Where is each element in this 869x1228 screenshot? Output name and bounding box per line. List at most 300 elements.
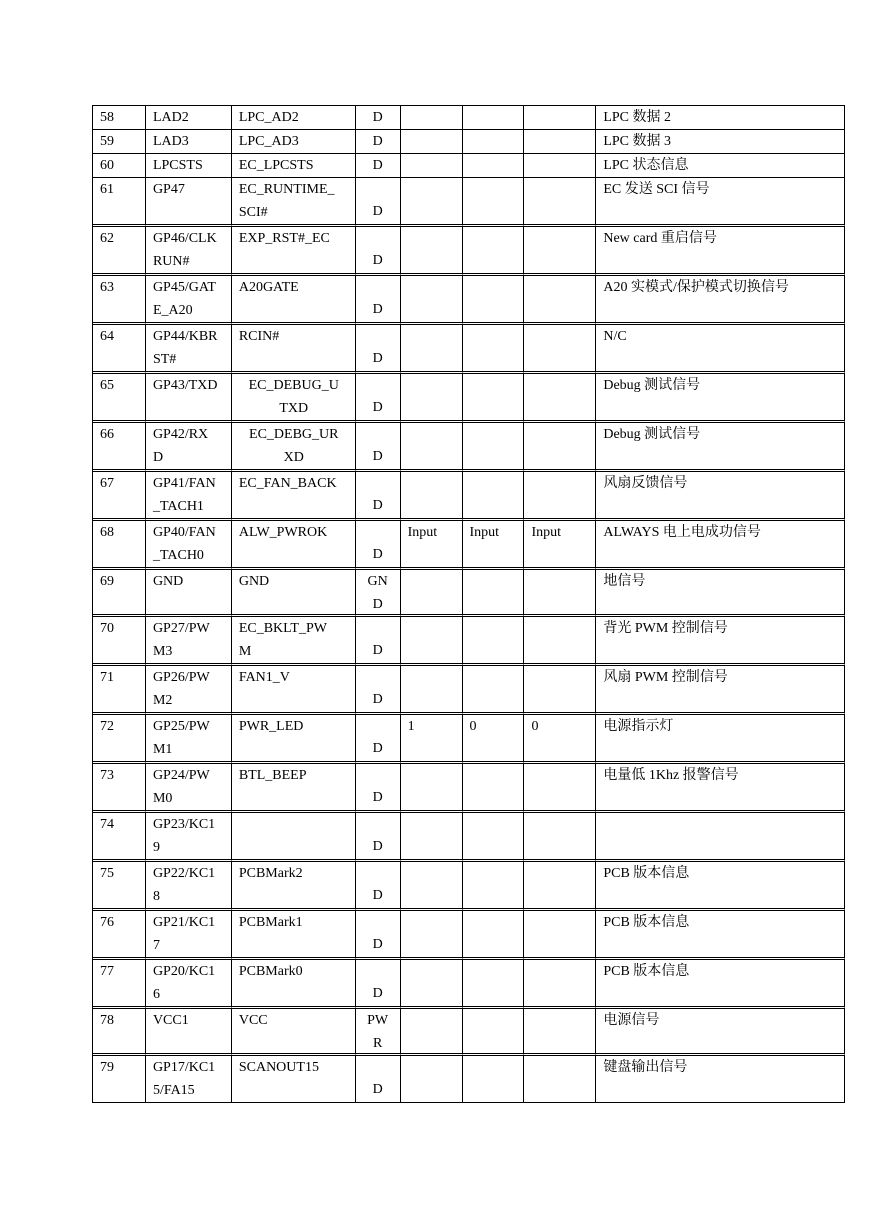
pin-name-cell: [146, 1056, 232, 1103]
pin-name-cell: [146, 276, 232, 325]
table-row: [93, 423, 845, 472]
state-1-cell: [401, 960, 463, 1009]
table-row: [93, 472, 845, 521]
signal-name-cell: [232, 960, 356, 1009]
table-row: [93, 862, 845, 911]
table-row: [93, 521, 845, 570]
table-row: [93, 617, 845, 666]
state-2-cell: [463, 666, 525, 715]
table-row: [93, 764, 845, 813]
description-cell: [596, 472, 845, 521]
state-1-cell: [401, 617, 463, 666]
state-1-cell: [401, 1009, 463, 1056]
description: A20 实模式/保护模式切换信号: [603, 280, 789, 295]
pin-name: GP27/PW M3: [152, 621, 210, 659]
signal-name-cell: [232, 715, 356, 764]
pin-number: 59: [100, 134, 114, 149]
signal-name: LPC_AD3: [238, 134, 299, 149]
description-cell: [596, 130, 845, 154]
description: PCB 版本信息: [603, 964, 690, 979]
pin-number-cell: [93, 666, 146, 715]
pin-number: 77: [100, 964, 114, 979]
state-1-cell: [401, 666, 463, 715]
state-2-cell: [463, 106, 525, 130]
description: PCB 版本信息: [603, 866, 690, 881]
pin-name-cell: [146, 813, 232, 862]
pin-name: LAD2: [152, 110, 189, 125]
pin-name: GP21/KC1 7: [152, 915, 216, 953]
signal-name-cell: [232, 423, 356, 472]
state-2-cell: [463, 472, 525, 521]
state-2-cell: [463, 276, 525, 325]
state-1-cell: [401, 276, 463, 325]
pin-type-cell: [356, 666, 401, 715]
signal-name-cell: [232, 570, 356, 617]
table-row: [93, 666, 845, 715]
pin-name-cell: [146, 154, 232, 178]
description-cell: [596, 325, 845, 374]
pin-table-body: [93, 106, 845, 1103]
state-2-cell: [463, 813, 525, 862]
pin-name-cell: [146, 862, 232, 911]
pin-name: GP17/KC1 5/FA15: [152, 1060, 216, 1098]
state-1-cell: [401, 130, 463, 154]
pin-type-cell: [356, 570, 401, 617]
description-cell: [596, 374, 845, 423]
signal-name-cell: [232, 764, 356, 813]
pin-type: D: [372, 1082, 383, 1097]
pin-number-cell: [93, 154, 146, 178]
pin-name-cell: [146, 715, 232, 764]
description: 电源信号: [603, 1013, 660, 1028]
state-2: 0: [469, 719, 477, 734]
state-3-cell: [524, 960, 596, 1009]
state-3: Input: [531, 525, 561, 540]
pin-type-cell: [356, 911, 401, 960]
pin-number-cell: [93, 764, 146, 813]
state-3-cell: [524, 1009, 596, 1056]
pin-name-cell: [146, 617, 232, 666]
state-2-cell: [463, 617, 525, 666]
state-1-cell: [401, 154, 463, 178]
table-row: [93, 130, 845, 154]
pin-number-cell: [93, 1056, 146, 1103]
description-cell: [596, 276, 845, 325]
description: PCB 版本信息: [603, 915, 690, 930]
pin-number: 65: [100, 378, 114, 393]
pin-type: D: [372, 110, 383, 125]
signal-name-cell: [232, 227, 356, 276]
pin-type-cell: [356, 130, 401, 154]
pin-type: D: [372, 351, 383, 366]
state-2-cell: [463, 911, 525, 960]
pin-number-cell: [93, 570, 146, 617]
pin-type-cell: [356, 374, 401, 423]
state-2-cell: [463, 862, 525, 911]
pin-type: GN D: [367, 574, 388, 612]
description: 电源指示灯: [603, 719, 674, 734]
state-2-cell: [463, 130, 525, 154]
state-1-cell: [401, 521, 463, 570]
signal-name: ALW_PWROK: [238, 525, 328, 540]
signal-name: BTL_BEEP: [238, 768, 307, 783]
pin-type: D: [372, 449, 383, 464]
pin-type-cell: [356, 715, 401, 764]
description-cell: [596, 227, 845, 276]
pin-number: 74: [100, 817, 114, 832]
table-row: [93, 813, 845, 862]
pin-name-cell: [146, 374, 232, 423]
signal-name-cell: [232, 1009, 356, 1056]
signal-name-cell: [232, 106, 356, 130]
pin-name: LPCSTS: [152, 158, 203, 173]
table-row: [93, 178, 845, 227]
pin-name: GP46/CLK RUN#: [152, 231, 217, 269]
pin-type: D: [372, 839, 383, 854]
state-1-cell: [401, 813, 463, 862]
description-cell: [596, 423, 845, 472]
signal-name: LPC_AD2: [238, 110, 299, 125]
pin-name: GP40/FAN _TACH0: [152, 525, 216, 563]
pin-name: GP41/FAN _TACH1: [152, 476, 216, 514]
pin-name: GP45/GAT E_A20: [152, 280, 216, 318]
signal-name: EC_BKLT_PW M: [238, 621, 327, 659]
state-3-cell: [524, 1056, 596, 1103]
pin-name: GP23/KC1 9: [152, 817, 216, 855]
pin-name: VCC1: [152, 1013, 189, 1028]
pin-number: 60: [100, 158, 114, 173]
description-cell: [596, 666, 845, 715]
pin-name: GP42/RX D: [152, 427, 209, 465]
pin-name: GP20/KC1 6: [152, 964, 216, 1002]
state-3-cell: [524, 666, 596, 715]
description: 地信号: [603, 574, 646, 589]
state-3: 0: [531, 719, 539, 734]
state-1-cell: [401, 374, 463, 423]
signal-name-cell: [232, 862, 356, 911]
pin-number-cell: [93, 106, 146, 130]
state-2-cell: [463, 374, 525, 423]
pin-name-cell: [146, 960, 232, 1009]
state-1-cell: [401, 1056, 463, 1103]
table-row: [93, 276, 845, 325]
table-row: [93, 960, 845, 1009]
description: LPC 状态信息: [603, 158, 689, 173]
state-1-cell: [401, 715, 463, 764]
description-cell: [596, 862, 845, 911]
pin-type: D: [372, 498, 383, 513]
signal-name: VCC: [238, 1013, 268, 1028]
table-row: [93, 1009, 845, 1056]
signal-name-cell: [232, 521, 356, 570]
description: Debug 测试信号: [603, 427, 701, 442]
pin-number-cell: [93, 227, 146, 276]
signal-name: EC_DEBG_UR XD: [249, 427, 339, 465]
signal-name-cell: [232, 325, 356, 374]
pin-type: D: [372, 937, 383, 952]
pin-name-cell: [146, 1009, 232, 1056]
pin-type: D: [372, 302, 383, 317]
pin-name: GP43/TXD: [152, 378, 218, 393]
state-2-cell: [463, 960, 525, 1009]
state-3-cell: [524, 154, 596, 178]
pin-number: 72: [100, 719, 114, 734]
state-2-cell: [463, 154, 525, 178]
pin-type: D: [372, 400, 383, 415]
pin-type-cell: [356, 960, 401, 1009]
pin-name: GP47: [152, 182, 185, 197]
pin-type-cell: [356, 813, 401, 862]
state-3-cell: [524, 130, 596, 154]
description-cell: [596, 764, 845, 813]
table-row: [93, 715, 845, 764]
signal-name-cell: [232, 813, 356, 862]
table-row: [93, 154, 845, 178]
description: 风扇 PWM 控制信号: [603, 670, 728, 685]
state-3-cell: [524, 764, 596, 813]
pin-name-cell: [146, 764, 232, 813]
state-1-cell: [401, 178, 463, 227]
pin-name-cell: [146, 325, 232, 374]
signal-name-cell: [232, 130, 356, 154]
table-row: [93, 570, 845, 617]
pin-type-cell: [356, 521, 401, 570]
pin-type-cell: [356, 227, 401, 276]
pin-number-cell: [93, 960, 146, 1009]
pin-type-cell: [356, 276, 401, 325]
pin-number-cell: [93, 813, 146, 862]
state-1-cell: [401, 227, 463, 276]
pin-name: GP44/KBR ST#: [152, 329, 218, 367]
pin-type-cell: [356, 178, 401, 227]
pin-type: D: [372, 158, 383, 173]
signal-name-cell: [232, 911, 356, 960]
pin-name-cell: [146, 911, 232, 960]
pin-type-cell: [356, 1056, 401, 1103]
pin-type: D: [372, 643, 383, 658]
pin-type-cell: [356, 617, 401, 666]
state-1-cell: [401, 570, 463, 617]
pin-type-cell: [356, 106, 401, 130]
pin-number-cell: [93, 521, 146, 570]
pin-type-cell: [356, 325, 401, 374]
state-2-cell: [463, 764, 525, 813]
pin-type: PW R: [367, 1013, 389, 1051]
description-cell: [596, 106, 845, 130]
description-cell: [596, 521, 845, 570]
state-3-cell: [524, 472, 596, 521]
signal-name: EC_LPCSTS: [238, 158, 314, 173]
pin-number: 68: [100, 525, 114, 540]
pin-number-cell: [93, 374, 146, 423]
state-2-cell: [463, 325, 525, 374]
description-cell: [596, 178, 845, 227]
pin-number: 58: [100, 110, 114, 125]
state-1: Input: [407, 525, 438, 540]
state-2-cell: [463, 423, 525, 472]
description: LPC 数据 2: [603, 110, 672, 125]
pin-number-cell: [93, 715, 146, 764]
signal-name: EC_FAN_BACK: [238, 476, 337, 491]
description-cell: [596, 1056, 845, 1103]
pin-name-cell: [146, 227, 232, 276]
pin-type: D: [372, 204, 383, 219]
state-3-cell: [524, 862, 596, 911]
state-3-cell: [524, 521, 596, 570]
table-row: [93, 106, 845, 130]
pin-name: GP25/PW M1: [152, 719, 210, 757]
pin-number: 73: [100, 768, 114, 783]
pin-number-cell: [93, 862, 146, 911]
signal-name-cell: [232, 1056, 356, 1103]
description: ALWAYS 电上电成功信号: [603, 525, 761, 540]
state-1-cell: [401, 472, 463, 521]
description-cell: [596, 911, 845, 960]
pin-name: LAD3: [152, 134, 189, 149]
signal-name: RCIN#: [238, 329, 280, 344]
pin-type-cell: [356, 472, 401, 521]
signal-name: PCBMark0: [238, 964, 303, 979]
pin-name: GP26/PW M2: [152, 670, 210, 708]
table-row: [93, 227, 845, 276]
state-3-cell: [524, 106, 596, 130]
description: 电量低 1Khz 报警信号: [603, 768, 739, 783]
state-1-cell: [401, 423, 463, 472]
state-2-cell: [463, 227, 525, 276]
signal-name: EXP_RST#_EC: [238, 231, 330, 246]
state-1-cell: [401, 325, 463, 374]
pin-number: 79: [100, 1060, 114, 1075]
state-2-cell: [463, 521, 525, 570]
signal-name: EC_DEBUG_U TXD: [248, 378, 339, 416]
description: Debug 测试信号: [603, 378, 701, 393]
pin-type-cell: [356, 764, 401, 813]
description: LPC 数据 3: [603, 134, 672, 149]
signal-name: EC_RUNTIME_ SCI#: [238, 182, 335, 220]
pin-type: D: [372, 986, 383, 1001]
pin-name: GP24/PW M0: [152, 768, 210, 806]
pin-type: D: [372, 888, 383, 903]
pin-number: 71: [100, 670, 114, 685]
pin-number-cell: [93, 1009, 146, 1056]
pin-number-cell: [93, 178, 146, 227]
signal-name-cell: [232, 666, 356, 715]
pin-type: D: [372, 790, 383, 805]
description: 键盘输出信号: [603, 1060, 688, 1075]
state-3-cell: [524, 715, 596, 764]
description-cell: [596, 715, 845, 764]
table-row: [93, 325, 845, 374]
pin-name-cell: [146, 570, 232, 617]
description: N/C: [603, 329, 627, 344]
pin-type: D: [372, 134, 383, 149]
pin-number: 78: [100, 1013, 114, 1028]
pin-number: 75: [100, 866, 114, 881]
pin-table: [92, 105, 845, 1103]
state-2-cell: [463, 1056, 525, 1103]
pin-name-cell: [146, 472, 232, 521]
pin-name-cell: [146, 666, 232, 715]
description: 背光 PWM 控制信号: [603, 621, 728, 636]
signal-name-cell: [232, 374, 356, 423]
pin-number-cell: [93, 130, 146, 154]
signal-name: FAN1_V: [238, 670, 290, 685]
description-cell: [596, 570, 845, 617]
signal-name-cell: [232, 276, 356, 325]
pin-number-cell: [93, 423, 146, 472]
pin-number: 64: [100, 329, 114, 344]
pin-name-cell: [146, 106, 232, 130]
pin-number: 67: [100, 476, 114, 491]
state-1-cell: [401, 764, 463, 813]
signal-name-cell: [232, 472, 356, 521]
description-cell: [596, 1009, 845, 1056]
pin-number-cell: [93, 276, 146, 325]
description: New card 重启信号: [603, 231, 717, 246]
pin-name-cell: [146, 178, 232, 227]
description: 风扇反馈信号: [603, 476, 688, 491]
state-1-cell: [401, 106, 463, 130]
signal-name-cell: [232, 178, 356, 227]
state-2-cell: [463, 570, 525, 617]
state-2-cell: [463, 178, 525, 227]
signal-name: PWR_LED: [238, 719, 304, 734]
pin-name-cell: [146, 130, 232, 154]
signal-name-cell: [232, 154, 356, 178]
pin-name-cell: [146, 521, 232, 570]
state-3-cell: [524, 374, 596, 423]
description-cell: [596, 960, 845, 1009]
table-row: [93, 911, 845, 960]
signal-name: A20GATE: [238, 280, 299, 295]
pin-name: GP22/KC1 8: [152, 866, 216, 904]
state-1-cell: [401, 911, 463, 960]
state-3-cell: [524, 570, 596, 617]
state-3-cell: [524, 813, 596, 862]
pin-number: 66: [100, 427, 114, 442]
state-3-cell: [524, 423, 596, 472]
pin-type: D: [372, 741, 383, 756]
table-row: [93, 374, 845, 423]
state-3-cell: [524, 227, 596, 276]
pin-number: 76: [100, 915, 114, 930]
state-1: 1: [407, 719, 415, 734]
state-2-cell: [463, 1009, 525, 1056]
description-cell: [596, 154, 845, 178]
pin-number-cell: [93, 325, 146, 374]
pin-type: D: [372, 253, 383, 268]
state-3-cell: [524, 276, 596, 325]
pin-number: 63: [100, 280, 114, 295]
state-1-cell: [401, 862, 463, 911]
state-3-cell: [524, 617, 596, 666]
pin-number: 70: [100, 621, 114, 636]
description-cell: [596, 813, 845, 862]
signal-name: SCANOUT15: [238, 1060, 319, 1075]
state-3-cell: [524, 178, 596, 227]
pin-type-cell: [356, 423, 401, 472]
state-3-cell: [524, 911, 596, 960]
pin-type: D: [372, 547, 383, 562]
pin-type-cell: [356, 154, 401, 178]
pin-number: 62: [100, 231, 114, 246]
pin-number-cell: [93, 472, 146, 521]
signal-name-cell: [232, 617, 356, 666]
signal-name: PCBMark2: [238, 866, 303, 881]
pin-number: 69: [100, 574, 114, 589]
pin-name: GND: [152, 574, 184, 589]
pin-type-cell: [356, 862, 401, 911]
